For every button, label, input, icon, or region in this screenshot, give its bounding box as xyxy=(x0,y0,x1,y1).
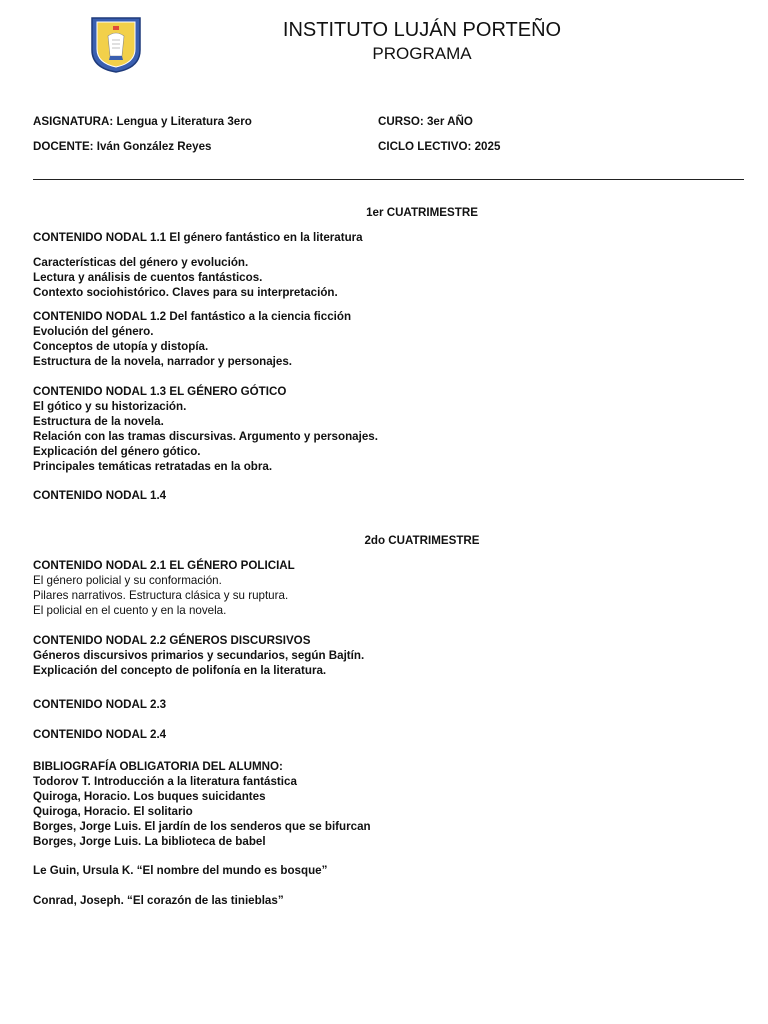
bibliography-item: Conrad, Joseph. “El corazón de las tinieblas” xyxy=(33,894,284,907)
nodal-1-4-title: CONTENIDO NODAL 1.4 xyxy=(33,489,167,502)
nodal-2-2-title: CONTENIDO NODAL 2.2 GÉNEROS DISCURSIVOS xyxy=(33,634,311,647)
nodal-1-1-title: CONTENIDO NODAL 1.1 El género fantástico en la literatura xyxy=(33,231,363,244)
nodal-2-4-title: CONTENIDO NODAL 2.4 xyxy=(33,728,167,741)
list-item: Estructura de la novela, narrador y personajes. xyxy=(33,355,293,368)
list-item: El gótico y su historización. xyxy=(33,400,187,413)
bibliography-item: Le Guin, Ursula K. “El nombre del mundo es bosque” xyxy=(33,864,328,877)
list-item: Lectura y análisis de cuentos fantásticos. xyxy=(33,271,263,284)
list-item: Explicación del concepto de polifonía en la literatura. xyxy=(33,664,327,677)
list-item: Géneros discursivos primarios y secundarios, según Bajtín. xyxy=(33,649,365,662)
list-item: Relación con las tramas discursivas. Argumento y personajes. xyxy=(33,430,378,443)
subject-label: ASIGNATURA: Lengua y Literatura 3ero xyxy=(33,115,252,128)
list-item: Características del género y evolución. xyxy=(33,256,249,269)
list-item: Principales temáticas retratadas en la obra. xyxy=(33,460,273,473)
bibliography-heading: BIBLIOGRAFÍA OBLIGATORIA DEL ALUMNO: xyxy=(33,760,283,773)
nodal-1-3-title: CONTENIDO NODAL 1.3 EL GÉNERO GÓTICO xyxy=(33,385,287,398)
list-item: Pilares narrativos. Estructura clásica y su ruptura. xyxy=(33,589,289,602)
list-item: Estructura de la novela. xyxy=(33,415,164,428)
document-type: PROGRAMA xyxy=(372,44,472,63)
teacher-label: DOCENTE: Iván González Reyes xyxy=(33,140,212,153)
bibliography-item: Borges, Jorge Luis. El jardín de los senderos que se bifurcan xyxy=(33,820,371,833)
institution-title: INSTITUTO LUJÁN PORTEÑO xyxy=(282,19,562,41)
list-item: El género policial y su conformación. xyxy=(33,574,222,587)
bibliography-item: Borges, Jorge Luis. La biblioteca de babel xyxy=(33,835,266,848)
bibliography-item: Quiroga, Horacio. Los buques suicidantes xyxy=(33,790,266,803)
term2-heading: 2do CUATRIMESTRE xyxy=(364,534,480,547)
course-label: CURSO: 3er AÑO xyxy=(378,115,473,128)
bibliography-item: Quiroga, Horacio. El solitario xyxy=(33,805,193,818)
term1-heading: 1er CUATRIMESTRE xyxy=(366,206,478,219)
year-label: CICLO LECTIVO: 2025 xyxy=(378,140,501,153)
list-item: Contexto sociohistórico. Claves para su interpretación. xyxy=(33,286,338,299)
list-item: Evolución del género. xyxy=(33,325,154,338)
nodal-2-3-title: CONTENIDO NODAL 2.3 xyxy=(33,698,167,711)
list-item: Conceptos de utopía y distopía. xyxy=(33,340,209,353)
list-item: Explicación del género gótico. xyxy=(33,445,201,458)
nodal-1-2-title: CONTENIDO NODAL 1.2 Del fantástico a la ciencia ficción xyxy=(33,310,352,323)
divider xyxy=(33,179,744,180)
nodal-2-1-title: CONTENIDO NODAL 2.1 EL GÉNERO POLICIAL xyxy=(33,559,295,572)
list-item: El policial en el cuento y en la novela. xyxy=(33,604,227,617)
bibliography-item: Todorov T. Introducción a la literatura fantástica xyxy=(33,775,297,788)
school-crest-icon xyxy=(90,16,142,74)
